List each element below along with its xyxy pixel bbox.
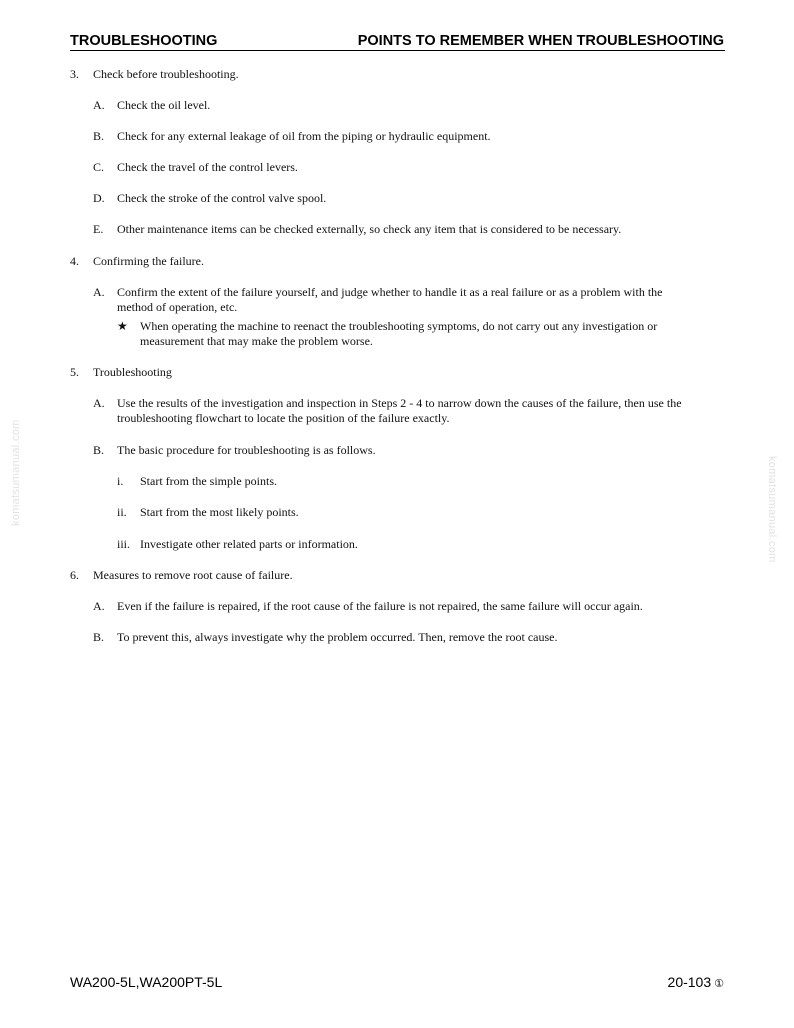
revision-mark: ① — [714, 977, 724, 990]
step-6b-letter: B. — [93, 630, 105, 644]
step-5b-letter: B. — [93, 443, 105, 457]
model-number: WA200-5L,WA200PT-5L — [70, 974, 223, 990]
step-5-number: 5. — [70, 365, 79, 379]
step-5b-ii-numeral: ii. — [117, 505, 127, 519]
page-number: 20-103 — [667, 974, 712, 990]
caution-note-line1: When operating the machine to reenact the troubleshooting symptoms, do not carry out any investigation or — [140, 319, 658, 333]
caution-note-line2: measurement that may make the problem worse. — [140, 334, 373, 348]
step-3b-letter: B. — [93, 129, 105, 143]
section-title: TROUBLESHOOTING — [70, 33, 218, 49]
step-4a-text-line2: method of operation, etc. — [117, 300, 238, 314]
step-5b-ii-text: Start from the most likely points. — [140, 505, 299, 519]
step-5b-i-text: Start from the simple points. — [140, 474, 277, 488]
step-3a-letter: A. — [93, 98, 105, 112]
step-6a-text: Even if the failure is repaired, if the root cause of the failure is not repaired, the same failure will occur again. — [117, 599, 643, 613]
watermark-right: komatsumanual.com — [766, 456, 778, 563]
step-5b-text: The basic procedure for troubleshooting is as follows. — [117, 443, 376, 457]
step-5b-iii-numeral: iii. — [117, 537, 131, 551]
step-6a-letter: A. — [93, 599, 105, 613]
step-3e-text: Other maintenance items can be checked externally, so check any item that is considered to be necessary. — [117, 222, 622, 236]
step-4-number: 4. — [70, 254, 79, 268]
step-6b-text: To prevent this, always investigate why the problem occurred. Then, remove the root cause. — [117, 630, 558, 644]
star-icon: ★ — [117, 319, 128, 333]
step-6-text: Measures to remove root cause of failure. — [93, 568, 293, 582]
step-3d-text: Check the stroke of the control valve spool. — [117, 191, 327, 205]
watermark-left: komatsumanual.com — [10, 419, 22, 526]
step-3c-text: Check the travel of the control levers. — [117, 160, 298, 174]
step-3e-letter: E. — [93, 222, 104, 236]
step-6-number: 6. — [70, 568, 79, 582]
page-heading: POINTS TO REMEMBER WHEN TROUBLESHOOTING — [357, 33, 724, 49]
step-4a-text-line1: Confirm the extent of the failure yourself, and judge whether to handle it as a real failure or as a problem with the — [117, 285, 663, 299]
header-rule — [70, 50, 725, 51]
step-5a-text-line2: troubleshooting flowchart to locate the position of the failure exactly. — [117, 411, 450, 425]
step-5-text: Troubleshooting — [93, 365, 172, 379]
step-4-text: Confirming the failure. — [93, 254, 204, 268]
page-number-block — [668, 974, 724, 990]
step-5a-letter: A. — [93, 396, 105, 410]
step-5b-i-numeral: i. — [117, 474, 124, 488]
step-3b-text: Check for any external leakage of oil from the piping or hydraulic equipment. — [117, 129, 491, 143]
step-3a-text: Check the oil level. — [117, 98, 211, 112]
step-3-text: Check before troubleshooting. — [93, 67, 239, 81]
step-5a-text-line1: Use the results of the investigation and inspection in Steps 2 - 4 to narrow down the causes of the failure, then use the — [117, 396, 682, 410]
step-3-number: 3. — [70, 67, 79, 81]
step-3d-letter: D. — [93, 191, 105, 205]
step-5b-iii-text: Investigate other related parts or information. — [140, 537, 358, 551]
step-3c-letter: C. — [93, 160, 105, 174]
step-4a-letter: A. — [93, 285, 105, 299]
